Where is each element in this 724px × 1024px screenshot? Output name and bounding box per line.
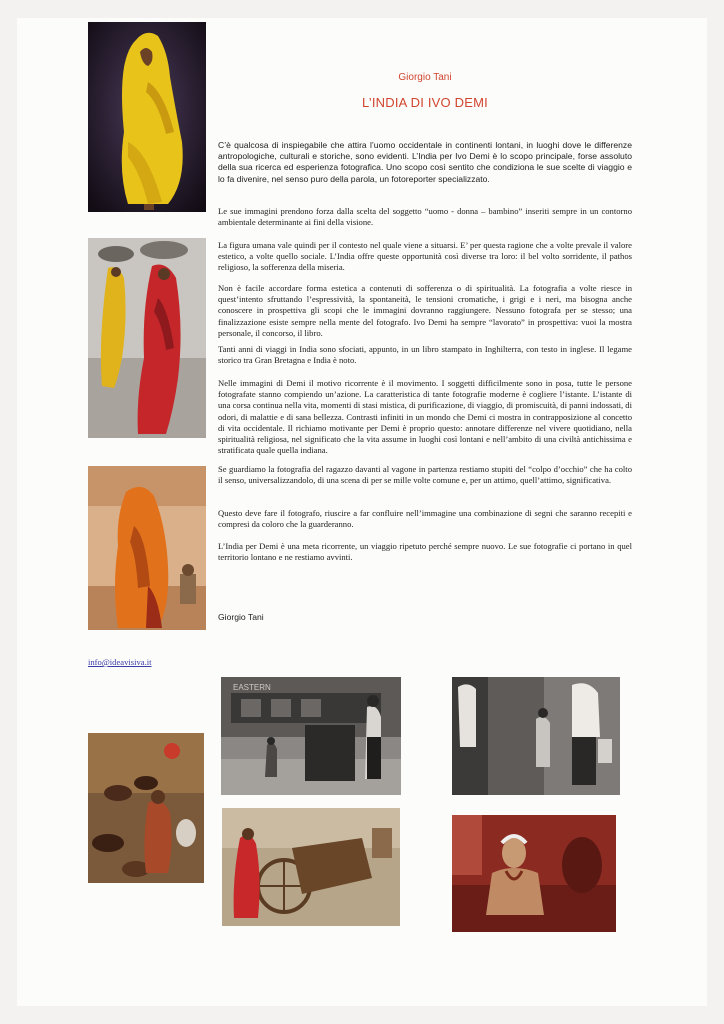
- train-sign-text: EASTERN: [233, 683, 271, 692]
- intro-paragraph: C’è qualcosa di inspiegabile che attira l’uomo occidentale in continenti lontani, in luoghi dove le differenze antropologiche, culturali e storiche, sono evidenti. L’India per Ivo Demi è lo scopo principale, forse assoluto della sua ricerca ed esperienza fotografica. Uno scopo così sentito che condiziona le sue scelte di viaggio e lo fa divenire, nel senso puro della parola, un fotoreporter specializzato.: [218, 140, 632, 184]
- body-paragraph-7: Questo deve fare il fotografo, riuscire a far confluire nell’immagine una combinazione di segni che saranno recepiti e compresi da coloro che la guarderanno.: [218, 508, 632, 530]
- signature: Giorgio Tani: [218, 612, 264, 622]
- photo-bathers-with-pots: [88, 733, 204, 883]
- body-paragraph-8: L’India per Demi è una meta ricorrente, un viaggio ripetuto perché sempre nuovo. Le sue fotografie ci portano in quel territorio lontano e ne restiamo avvinti.: [218, 541, 632, 563]
- photo-cart-and-woman: [222, 808, 400, 926]
- photo-woman-yellow-sari: [88, 22, 206, 212]
- body-paragraph-6: Se guardiamo la fotografia del ragazzo davanti al vagone in partenza restiamo stupiti del “colpo d’occhio” che ha colto il senso, universalizzandolo, di una scena di per se mille volte comune e, per un attimo, quell’attimo, significativa.: [218, 464, 632, 486]
- body-paragraph-1: Le sue immagini prendono forza dalla scelta del soggetto “uomo - donna – bambino” inseriti sempre in un contorno ambientale determinante ai fini della visione.: [218, 206, 632, 228]
- body-paragraph-3: Non è facile accordare forma estetica a contenuti di sofferenza o di spiritualità. La fotografia a volte riesce in quest’intento sfruttando l’espressività, la spontaneità, le tensioni cromatiche, i grigi e i neri, ma bisogna anche conoscere in prospettiva gli scopi che le immagini dovranno raggiungere. Nessuno fotografa per se stesso; una finalizzazione esiste sempre nella mente del fotografo. Ivo Demi ha sempre “lavorato” in prospettiva: vuoi la mostra personale, il concorso, il libro.: [218, 283, 632, 338]
- photo-train-platform: [221, 677, 401, 795]
- body-paragraph-4: Tanti anni di viaggi in India sono sfociati, appunto, in un libro stampato in Inghilterra, con testo in inglese. Il legame storico tra Gran Bretagna e India è noto.: [218, 344, 632, 366]
- photo-woman-orange-sari: [88, 466, 206, 630]
- photo-boy-at-train-car: [452, 677, 620, 795]
- photo-old-man-bathing: [452, 815, 616, 932]
- author-name: Giorgio Tani: [398, 72, 452, 83]
- photo-women-carrying-baskets: [88, 238, 206, 438]
- body-paragraph-2: La figura umana vale quindi per il contesto nel quale viene a situarsi. E’ per questa ragione che a volte prevale il valore estetico, a volte quello sociale. L’India offre queste opportunità così diverse tra loro: il bel volto sorridente, il pathos religioso, la sofferenza della miseria.: [218, 240, 632, 273]
- article-title: L’INDIA DI IVO DEMI: [362, 95, 488, 110]
- email-link[interactable]: info@ideavisiva.it: [88, 657, 152, 667]
- body-paragraph-5: Nelle immagini di Demi il motivo ricorrente è il movimento. I soggetti difficilmente sono in posa, tutte le persone fotografate stanno compiendo un’azione. La caratteristica di tante fotografie moderne è cogliere l’istante. L’istante di una corsa continua nella vita, momenti di stasi mistica, di purificazione, di viaggio, di promiscuità, di panni indossati, di odori, di malattie e di sana bellezza. Contrasti infiniti in un mondo che Demi ci mostra in contrapposizione al concetto di vita occidentale. Il richiamo motivante per Demi è proprio questo: annotare differenze nel vivere quotidiano, nella spiritualità religiosa, nel significato che la vita assume in luoghi così lontani e nell’ambito di una civiltà antichissima e stratificata quale quella indiana.: [218, 378, 632, 456]
